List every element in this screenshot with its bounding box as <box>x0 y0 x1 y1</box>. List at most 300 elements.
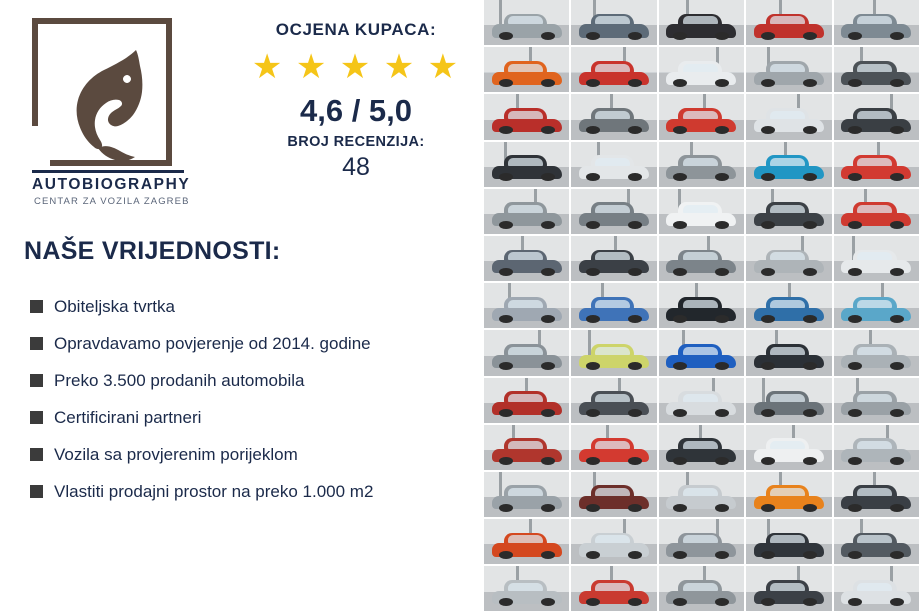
car-wheel <box>761 268 775 276</box>
values-list <box>30 288 480 510</box>
vehicle-photo <box>659 378 744 423</box>
car-wheel <box>541 79 555 87</box>
car-silhouette <box>841 108 911 131</box>
car-wheel <box>803 457 817 465</box>
car-silhouette <box>754 14 824 37</box>
car-wheel <box>541 598 555 606</box>
car-window <box>595 347 630 355</box>
car-silhouette <box>579 14 649 37</box>
car-silhouette <box>754 533 824 556</box>
car-wheel <box>890 268 904 276</box>
vehicle-photo <box>484 94 569 139</box>
list-item-label: Certificirani partneri <box>54 407 202 427</box>
car-window <box>683 111 718 119</box>
car-window <box>508 16 543 24</box>
car-silhouette <box>492 344 562 367</box>
car-wheel <box>890 457 904 465</box>
bullet-square-icon <box>30 337 43 350</box>
car-silhouette <box>666 156 736 179</box>
star-icon: ★ <box>251 48 285 86</box>
car-window <box>683 347 718 355</box>
car-wheel <box>890 504 904 512</box>
car-window <box>857 205 892 213</box>
car-silhouette <box>841 533 911 556</box>
car-window <box>595 394 630 402</box>
car-silhouette <box>841 580 911 603</box>
car-window <box>683 205 718 213</box>
vehicle-photo <box>746 236 831 281</box>
car-wheel <box>803 79 817 87</box>
car-window <box>770 158 805 166</box>
car-silhouette <box>841 486 911 509</box>
car-wheel <box>586 315 600 323</box>
list-item-label: Preko 3.500 prodanih automobila <box>54 370 305 390</box>
car-wheel <box>541 268 555 276</box>
car-silhouette <box>754 392 824 415</box>
car-wheel <box>499 315 513 323</box>
car-silhouette <box>579 297 649 320</box>
car-wheel <box>673 504 687 512</box>
car-window <box>770 441 805 449</box>
car-window <box>770 488 805 496</box>
car-silhouette <box>666 580 736 603</box>
car-silhouette <box>754 580 824 603</box>
car-window <box>770 394 805 402</box>
car-silhouette <box>754 297 824 320</box>
star-icon: ★ <box>339 48 373 86</box>
car-silhouette <box>754 61 824 84</box>
horse-head-icon <box>58 44 168 164</box>
rating-title: OCJENA KUPACA: <box>275 20 437 39</box>
car-wheel <box>499 268 513 276</box>
car-window <box>857 394 892 402</box>
car-wheel <box>499 221 513 229</box>
car-silhouette <box>666 486 736 509</box>
car-window <box>683 488 718 496</box>
car-wheel <box>499 79 513 87</box>
car-window <box>770 16 805 24</box>
car-silhouette <box>754 344 824 367</box>
car-wheel <box>541 315 555 323</box>
car-silhouette <box>579 250 649 273</box>
car-window <box>595 111 630 119</box>
car-silhouette <box>754 486 824 509</box>
vehicle-photo <box>571 142 656 187</box>
car-window <box>857 111 892 119</box>
car-window <box>683 158 718 166</box>
vehicle-photo <box>834 47 919 92</box>
car-window <box>770 252 805 260</box>
vehicle-photo <box>484 236 569 281</box>
car-silhouette <box>492 203 562 226</box>
vehicle-photo <box>834 189 919 234</box>
car-wheel <box>586 457 600 465</box>
car-silhouette <box>754 203 824 226</box>
car-window <box>508 205 543 213</box>
car-wheel <box>628 268 642 276</box>
vehicle-photo <box>834 472 919 517</box>
vehicle-photo <box>484 283 569 328</box>
car-window <box>770 347 805 355</box>
car-wheel <box>628 32 642 40</box>
car-window <box>770 583 805 591</box>
car-silhouette <box>754 439 824 462</box>
car-window <box>508 300 543 308</box>
star-rating <box>240 50 472 84</box>
vehicle-photo-grid <box>484 0 919 612</box>
list-item <box>30 436 480 473</box>
car-wheel <box>761 551 775 559</box>
car-window <box>683 252 718 260</box>
car-wheel <box>586 221 600 229</box>
vehicle-photo <box>571 0 656 45</box>
car-silhouette <box>841 250 911 273</box>
car-wheel <box>499 598 513 606</box>
car-silhouette <box>579 61 649 84</box>
car-window <box>683 64 718 72</box>
car-wheel <box>761 315 775 323</box>
car-window <box>595 252 630 260</box>
values-title: NAŠE VRIJEDNOSTI: <box>24 237 281 265</box>
car-window <box>683 300 718 308</box>
car-wheel <box>541 457 555 465</box>
car-window <box>595 158 630 166</box>
vehicle-photo <box>659 472 744 517</box>
car-silhouette <box>841 61 911 84</box>
vehicle-photo <box>659 94 744 139</box>
car-wheel <box>803 504 817 512</box>
car-wheel <box>499 362 513 370</box>
car-silhouette <box>666 392 736 415</box>
vehicle-photo <box>746 519 831 564</box>
car-window <box>595 488 630 496</box>
car-silhouette <box>579 108 649 131</box>
vehicle-photo <box>571 283 656 328</box>
car-window <box>683 535 718 543</box>
car-window <box>857 583 892 591</box>
car-silhouette <box>841 14 911 37</box>
vehicle-photo <box>746 283 831 328</box>
reviews-count: 48 <box>342 153 370 182</box>
car-window <box>857 252 892 260</box>
car-silhouette <box>841 392 911 415</box>
car-window <box>595 16 630 24</box>
car-silhouette <box>666 439 736 462</box>
car-silhouette <box>666 108 736 131</box>
vehicle-photo <box>746 0 831 45</box>
vehicle-photo <box>571 566 656 611</box>
car-silhouette <box>841 156 911 179</box>
car-window <box>595 441 630 449</box>
car-wheel <box>761 79 775 87</box>
vehicle-photo <box>484 519 569 564</box>
car-silhouette <box>492 533 562 556</box>
car-window <box>857 64 892 72</box>
list-item <box>30 362 480 399</box>
car-wheel <box>803 268 817 276</box>
vehicle-photo <box>571 378 656 423</box>
car-window <box>857 347 892 355</box>
car-window <box>857 441 892 449</box>
bullet-square-icon <box>30 448 43 461</box>
list-item <box>30 473 480 510</box>
vehicle-photo <box>834 330 919 375</box>
car-window <box>508 111 543 119</box>
car-window <box>857 488 892 496</box>
car-wheel <box>848 268 862 276</box>
car-wheel <box>586 32 600 40</box>
car-window <box>683 16 718 24</box>
logo-frame-notch <box>26 126 50 174</box>
car-wheel <box>499 32 513 40</box>
car-silhouette <box>754 156 824 179</box>
vehicle-photo <box>659 566 744 611</box>
car-silhouette <box>666 533 736 556</box>
car-silhouette <box>666 203 736 226</box>
vehicle-photo <box>659 236 744 281</box>
car-wheel <box>803 598 817 606</box>
car-window <box>770 64 805 72</box>
car-window <box>508 64 543 72</box>
customer-rating-block <box>240 20 472 182</box>
car-silhouette <box>579 203 649 226</box>
list-item-label: Vozila sa provjerenim porijeklom <box>54 444 298 464</box>
car-silhouette <box>579 344 649 367</box>
car-window <box>857 16 892 24</box>
vehicle-photo <box>746 94 831 139</box>
car-silhouette <box>666 297 736 320</box>
car-wheel <box>848 32 862 40</box>
car-wheel <box>761 221 775 229</box>
car-silhouette <box>492 392 562 415</box>
car-wheel <box>541 32 555 40</box>
car-wheel <box>628 457 642 465</box>
vehicle-photo <box>746 425 831 470</box>
star-icon: ★ <box>383 48 417 86</box>
car-wheel <box>541 551 555 559</box>
car-window <box>508 347 543 355</box>
brand-logo <box>22 18 202 218</box>
car-silhouette <box>579 533 649 556</box>
brand-name: AUTOBIOGRAPHY <box>32 176 191 193</box>
car-wheel <box>848 457 862 465</box>
car-wheel <box>499 551 513 559</box>
car-wheel <box>586 504 600 512</box>
car-wheel <box>890 32 904 40</box>
car-wheel <box>541 362 555 370</box>
car-silhouette <box>841 297 911 320</box>
car-window <box>508 583 543 591</box>
car-wheel <box>848 221 862 229</box>
car-window <box>683 583 718 591</box>
car-wheel <box>848 504 862 512</box>
car-window <box>595 300 630 308</box>
star-icon: ★ <box>427 48 461 86</box>
car-window <box>857 535 892 543</box>
car-window <box>770 205 805 213</box>
car-silhouette <box>666 250 736 273</box>
list-item <box>30 288 480 325</box>
vehicle-photo <box>484 378 569 423</box>
vehicle-photo <box>659 142 744 187</box>
car-silhouette <box>579 392 649 415</box>
vehicle-photo <box>659 47 744 92</box>
vehicle-photo <box>746 47 831 92</box>
car-wheel <box>890 221 904 229</box>
car-wheel <box>673 457 687 465</box>
car-wheel <box>586 268 600 276</box>
vehicle-photo <box>484 566 569 611</box>
vehicle-photo <box>659 189 744 234</box>
car-silhouette <box>492 250 562 273</box>
car-silhouette <box>666 14 736 37</box>
vehicle-photo <box>834 236 919 281</box>
car-silhouette <box>492 297 562 320</box>
car-wheel <box>761 598 775 606</box>
car-window <box>857 158 892 166</box>
vehicle-photo <box>484 425 569 470</box>
car-silhouette <box>666 344 736 367</box>
car-wheel <box>541 504 555 512</box>
car-wheel <box>499 504 513 512</box>
vehicle-photo <box>484 0 569 45</box>
vehicle-photo <box>659 330 744 375</box>
car-silhouette <box>579 486 649 509</box>
vehicle-photo <box>746 330 831 375</box>
car-silhouette <box>666 61 736 84</box>
vehicle-photo <box>659 0 744 45</box>
bullet-square-icon <box>30 411 43 424</box>
car-wheel <box>715 457 729 465</box>
vehicle-photo <box>834 142 919 187</box>
car-silhouette <box>841 439 911 462</box>
list-item-label: Opravdavamo povjerenje od 2014. godine <box>54 333 371 353</box>
rating-score: 4,6 / 5,0 <box>299 93 413 128</box>
car-wheel <box>761 457 775 465</box>
car-silhouette <box>492 439 562 462</box>
car-window <box>770 535 805 543</box>
car-wheel <box>628 504 642 512</box>
car-wheel <box>628 551 642 559</box>
list-item <box>30 325 480 362</box>
vehicle-photo <box>571 425 656 470</box>
vehicle-photo <box>746 189 831 234</box>
car-window <box>683 394 718 402</box>
bullet-square-icon <box>30 300 43 313</box>
car-wheel <box>715 221 729 229</box>
vehicle-photo <box>571 189 656 234</box>
car-silhouette <box>579 439 649 462</box>
vehicle-photo <box>484 472 569 517</box>
vehicle-photo <box>484 142 569 187</box>
car-silhouette <box>754 250 824 273</box>
car-silhouette <box>841 203 911 226</box>
car-window <box>508 488 543 496</box>
brand-tagline: CENTAR ZA VOZILA ZAGREB <box>34 196 190 207</box>
car-wheel <box>586 551 600 559</box>
vehicle-photo <box>834 0 919 45</box>
car-wheel <box>673 221 687 229</box>
vehicle-photo <box>484 330 569 375</box>
bullet-square-icon <box>30 485 43 498</box>
car-window <box>595 583 630 591</box>
list-item <box>30 399 480 436</box>
car-wheel <box>803 221 817 229</box>
car-silhouette <box>579 156 649 179</box>
list-item-label: Vlastiti prodajni prostor na preko 1.000 m2 <box>54 481 374 501</box>
car-silhouette <box>579 580 649 603</box>
car-wheel <box>761 504 775 512</box>
car-wheel <box>715 504 729 512</box>
vehicle-photo <box>484 189 569 234</box>
car-window <box>508 535 543 543</box>
car-silhouette <box>492 61 562 84</box>
car-wheel <box>499 126 513 134</box>
list-item-label: Obiteljska tvrtka <box>54 296 175 316</box>
car-silhouette <box>492 14 562 37</box>
car-silhouette <box>492 108 562 131</box>
vehicle-photo <box>834 566 919 611</box>
vehicle-photo <box>746 566 831 611</box>
car-wheel <box>803 315 817 323</box>
vehicle-photo <box>834 94 919 139</box>
vehicle-photo <box>571 472 656 517</box>
vehicle-photo <box>746 378 831 423</box>
vehicle-photo <box>484 47 569 92</box>
car-window <box>508 158 543 166</box>
car-window <box>770 300 805 308</box>
car-wheel <box>499 457 513 465</box>
car-silhouette <box>492 486 562 509</box>
vehicle-photo <box>571 519 656 564</box>
star-icon: ★ <box>295 48 329 86</box>
car-window <box>508 441 543 449</box>
car-window <box>595 64 630 72</box>
vehicle-photo <box>659 519 744 564</box>
car-window <box>595 205 630 213</box>
vehicle-photo <box>834 519 919 564</box>
car-silhouette <box>841 344 911 367</box>
vehicle-photo <box>746 142 831 187</box>
car-wheel <box>628 315 642 323</box>
vehicle-photo <box>571 330 656 375</box>
car-window <box>857 300 892 308</box>
car-window <box>770 111 805 119</box>
vehicle-photo <box>571 236 656 281</box>
vehicle-photo <box>659 425 744 470</box>
vehicle-photo <box>834 378 919 423</box>
car-wheel <box>761 32 775 40</box>
vehicle-photo <box>834 283 919 328</box>
car-wheel <box>541 221 555 229</box>
bullet-square-icon <box>30 374 43 387</box>
vehicle-photo <box>571 94 656 139</box>
car-silhouette <box>492 580 562 603</box>
car-window <box>683 441 718 449</box>
car-wheel <box>628 221 642 229</box>
vehicle-photo <box>659 283 744 328</box>
car-window <box>595 535 630 543</box>
car-window <box>508 252 543 260</box>
logo-divider <box>32 170 184 173</box>
vehicle-photo <box>746 472 831 517</box>
car-silhouette <box>492 156 562 179</box>
vehicle-photo <box>571 47 656 92</box>
car-wheel <box>803 551 817 559</box>
car-wheel <box>803 32 817 40</box>
vehicle-photo <box>834 425 919 470</box>
car-silhouette <box>754 108 824 131</box>
